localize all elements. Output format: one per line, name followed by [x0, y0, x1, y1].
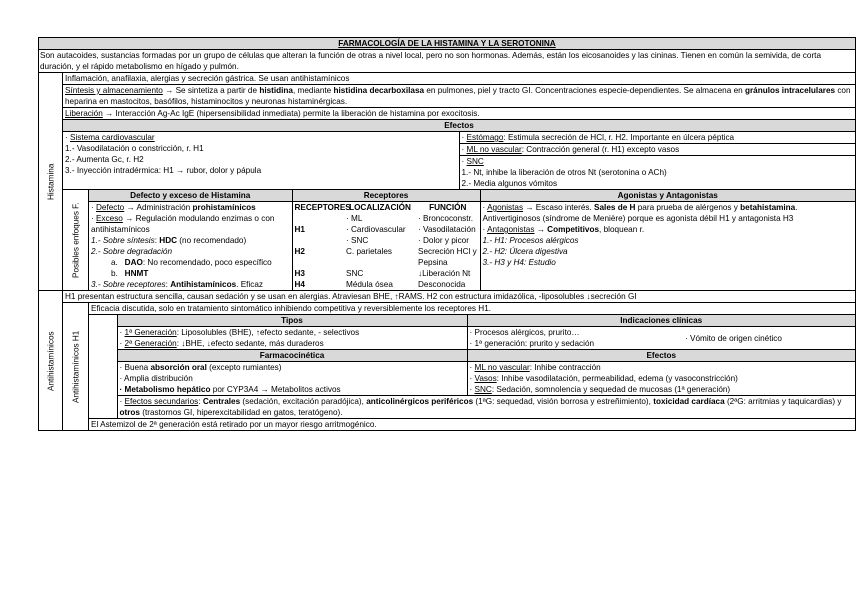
- defecto-header: Defecto y exceso de Histamina: [89, 190, 292, 202]
- efectos-right: [459, 132, 855, 190]
- e2-label: Vasos: [474, 374, 497, 383]
- efectos-table: [63, 120, 855, 189]
- antagonista-item: 1.- H1: Procesos alérgicos: [482, 236, 579, 245]
- snc-item: 2.- Media algunos vómitos: [461, 179, 558, 188]
- receptor-name: H3: [294, 269, 305, 278]
- antagonistas-text: →: [534, 225, 548, 234]
- indicacion-item: · 1ª generación: prurito y sedación: [469, 339, 595, 348]
- degradacion-option: 2.- Sobre degradación: [91, 247, 173, 256]
- sub-letter: a.: [111, 258, 118, 267]
- farmaco-text: por CYP3A4 → Metabolitos activos: [210, 385, 341, 394]
- snc-effect: · SNC 1.- Nt, inhibe la liberación de otros Nt (serotonina o ACh) 2.- Media algunos vómitos: [460, 156, 856, 189]
- estomago-text: : Estimula secreción de HCl, r. H2. Importante en úlcera péptica: [503, 133, 735, 142]
- defecto-label: Defecto: [96, 203, 125, 212]
- h1-block: [89, 303, 856, 419]
- fun-item: · Dolor y picor: [418, 236, 469, 245]
- cardiovascular-item: 3.- Inyección intradérmica: H1 → rubor, dolor y pápula: [65, 166, 262, 175]
- main-table: [38, 37, 856, 431]
- anticolinergicos: anticolinérgicos periféricos: [366, 397, 474, 406]
- defecto-text: → Administración: [124, 203, 193, 212]
- receptor-name: H2: [294, 247, 305, 256]
- farmaco-header: Farmacocinética: [117, 350, 467, 362]
- farmaco-text: (excepto rumiantes): [206, 363, 282, 372]
- loc-item: · Cardiovascular: [346, 225, 406, 234]
- fun-item: Secreción HCl y: [418, 247, 477, 256]
- ml-label: ML no vascular: [466, 145, 522, 154]
- eficacia-line: Eficacia discutida, solo en tratamiento sintomático inhibiendo competitiva y reversiblemente los receptores H1.: [89, 303, 855, 315]
- secundarios-text: :: [198, 397, 203, 406]
- sintesis-text: en pulmones, piel y tracto GI. Concentraciones especie-dependientes. Se almacena en: [424, 86, 745, 95]
- histamina-overview: Inflamación, anafilaxia, alergias y secreción gástrica. Se usan antihistamínicos: [63, 73, 856, 85]
- option-sep: :: [154, 236, 160, 245]
- antihistaminicos-label: Antihistamínicos: [39, 291, 63, 431]
- sintesis-text: → Se sintetiza a partir de: [162, 86, 260, 95]
- agonistas-content: · Agonistas → Escaso interés. Sales de H para prueba de alérgenos y betahistamina. Antivertiginosos (síndrome de Menière) porque es agonista débil H1 y antagonista H3 · Antagonistas → Competitivos, bloquean r. 1.- H1: Procesos alérgicos 2.- H2: Úlcera digestiva 3.- H3 y H4: Estudio: [480, 202, 855, 291]
- snc-label: SNC: [466, 157, 484, 166]
- receptor-fun: Desconocida: [418, 280, 466, 289]
- enfoques-label: Posibles enfoques F.: [63, 190, 89, 291]
- antagonistas-text: , bloquean r.: [599, 225, 645, 234]
- receptor-fun: ↓Liberación Nt: [418, 269, 471, 278]
- hdc-label: HDC: [159, 236, 178, 245]
- loc-item: · ML: [346, 214, 363, 223]
- otros: otros: [119, 408, 140, 417]
- document: [38, 37, 856, 431]
- defecto-content: · Defecto → Administración prohistamínicos · Exceso → Regulación modulando enzimas o con antihistamínicos 1.- Sobre síntesis: HDC (no recomendado) 2.- Sobre degradación a. DAO: No recomendado, poco específico b. HNMT 3.- Sobre receptores: Antihistamínicos. Eficaz: [89, 202, 292, 291]
- h1-table: [89, 315, 855, 418]
- efectos-cardiovascular: · Sistema cardiovascular 1.- Vasodilatación o constricción, r. H1 2.- Aumenta Gc, r. H2 3.- Inyección intradérmica: H1 → rubor, dolor y pápula: [63, 132, 459, 190]
- e1-text: : Inhibe contracción: [529, 363, 601, 372]
- cardiovascular-item: 1.- Vasodilatación o constricción, r. H1: [65, 144, 204, 153]
- fun-item: Pepsina: [418, 258, 448, 267]
- option-text: . Eficaz: [236, 280, 264, 289]
- antihistaminicos-overview: H1 presentan estructura sencilla, causan sedación y se usan en alergias. Atraviesan BHE, ↑RAMS. H2 con estructura imidazólica, -liposolubles ↓secreción GI: [63, 291, 856, 303]
- astemizol-line: El Astemizol de 2ª generación está retirado por un mayor riesgo arritmogénico.: [89, 419, 856, 431]
- liberacion-text: → Interacción Ag-Ac IgE (hipersensibilidad inmediata) permite la liberación de histamina por exocitosis.: [102, 109, 480, 118]
- option-text: (no recomendado): [177, 236, 247, 245]
- agonistas-text: para prueba de alérgenos y: [635, 203, 741, 212]
- snc-item: 1.- Nt, inhibe la liberación de otros Nt (serotonina o ACh): [461, 168, 667, 177]
- e3-text: : Sedación, somnolencia y sequedad de mucosas (1ª generación): [491, 385, 731, 394]
- sintesis-label: Síntesis y almacenamiento: [65, 86, 163, 95]
- receptor-loc: C. parietales: [346, 247, 392, 256]
- secundarios-text: (1ªG: sequedad, visión borrosa y estreñimiento),: [473, 397, 654, 406]
- enfoques-table: [89, 190, 855, 290]
- receptores-col-loc: LOCALIZACIÓN: [344, 202, 416, 214]
- sintesis-text: , mediante: [293, 86, 334, 95]
- g2-label: 2ª Generación: [124, 339, 177, 348]
- receptor-loc: Médula ósea: [346, 280, 393, 289]
- dao-label: DAO: [124, 258, 143, 267]
- receptor-name: H1: [294, 225, 305, 234]
- g2-text: : ↓BHE, ↓efecto sedante, más duraderos: [176, 339, 324, 348]
- intro-paragraph: Son autacoides, sustancias formadas por un grupo de células que alteran la función de otras a nivel local, pero no son hormonas. Además, están los eicosanoides y las cininas. Tienen en común la semivida, de corta duración, y el rápido metabolismo en hígado y pulmón.: [39, 50, 856, 73]
- sub-letter: b.: [111, 269, 118, 278]
- antihistaminicos-bold: Antihistamínicos: [170, 280, 237, 289]
- competitivos: Competitivos: [547, 225, 600, 234]
- hnmt-label: HNMT: [124, 269, 149, 278]
- fun-item: · Broncoconstr.: [418, 214, 474, 223]
- efectos-block: [63, 120, 856, 190]
- sintesis-paragraph: [63, 85, 856, 108]
- agonistas-label: Agonistas: [487, 203, 524, 212]
- sintesis-histidina: histidina: [259, 86, 293, 95]
- receptores-header: Receptores: [292, 190, 480, 202]
- exceso-label: Exceso: [96, 214, 123, 223]
- receptores-option: 3.- Sobre receptores: [91, 280, 166, 289]
- e3-label: SNC: [474, 385, 492, 394]
- agonistas-text: . Antivertiginosos (síndrome de Menière) porque es agonista débil H1 y antagonista H3: [482, 203, 798, 223]
- ml-effect: · ML no vascular: Contracción general (r. H1) excepto vasos: [460, 144, 856, 156]
- secundarios-text: (trastornos GI, hiperexcitabilidad en gatos, teratógeno).: [139, 408, 343, 417]
- fun-item: · Vasodilatación: [418, 225, 476, 234]
- secundarios-label: Efectos secundarios: [124, 397, 199, 406]
- metabolismo-hepatico: · Metabolismo hepático: [119, 385, 211, 394]
- receptor-loc: [344, 213, 416, 246]
- sintesis-text: con heparina en mastocitos, basófilos, histaminocitos y neuronas histaminérgicas.: [65, 86, 851, 106]
- antihistaminicos-h1-label: Antihistamínicos H1: [63, 303, 89, 431]
- histamina-label: Histamina: [39, 73, 63, 291]
- antagonista-item: 3.- H3 y H4: Estudio: [482, 258, 556, 267]
- efectos-h1-content: · ML no vascular: Inhibe contracción · Vasos: Inhibe vasodilatación, permeabilidad, edema (y vasoconstricción) · SNC: Sedación, somnolencia y sequedad de mucosas (1ª generación): [467, 362, 855, 396]
- secundarios-text: (sedación, excitación paradójica),: [240, 397, 367, 406]
- betahistamina: betahistamina: [740, 203, 796, 212]
- liberacion-label: Liberación: [65, 109, 103, 118]
- g1-text: : Liposolubles (BHE), ↑efecto sedante, - selectivos: [176, 328, 360, 337]
- e1-label: ML no vascular: [474, 363, 530, 372]
- e2-text: : Inhibe vasodilatación, permeabilidad, edema (y vasoconstricción): [496, 374, 738, 383]
- efectos-header: Efectos: [63, 120, 855, 132]
- farmaco-text: · Buena: [119, 363, 151, 372]
- agonistas-text: → Escaso interés.: [523, 203, 595, 212]
- agonistas-header: Agonistas y Antagonistas: [480, 190, 855, 202]
- indicaciones-content: [467, 327, 855, 350]
- exceso-text: → Regulación modulando enzimas o con antihistamínicos: [91, 214, 275, 234]
- secundarios-text: (2ªG: arritmias y taquicardias) y: [724, 397, 842, 406]
- receptores-col-fun: FUNCIÓN: [416, 202, 480, 214]
- receptor-fun: [416, 246, 480, 268]
- loc-item: · SNC: [346, 236, 369, 245]
- receptores-col-rec: RECEPTORES: [292, 202, 344, 214]
- indicacion-item: · Procesos alérgicos, prurito…: [469, 328, 580, 337]
- tipos-content: · 1ª Generación: Liposolubles (BHE), ↑efecto sedante, - selectivos · 2ª Generación: ↓BHE, ↓efecto sedante, más duraderos: [117, 327, 467, 350]
- centrales: Centrales: [202, 397, 241, 406]
- farmaco-content: [117, 362, 467, 396]
- efectos-h1-header: Efectos: [467, 350, 855, 362]
- option-sep: :: [165, 280, 171, 289]
- absorcion-oral: absorción oral: [150, 363, 207, 372]
- document-title: FARMACOLOGÍA DE LA HISTAMINA Y LA SEROTONINA: [39, 38, 856, 50]
- antagonistas-label: Antagonistas: [487, 225, 535, 234]
- enfoques-block: [89, 190, 856, 291]
- defecto-prohistaminicos: prohistamínicos: [192, 203, 256, 212]
- cardiovascular-label: Sistema cardiovascular: [70, 133, 155, 142]
- sintesis-option: 1.- Sobre síntesis: [91, 236, 155, 245]
- h1-spacer: [89, 315, 117, 396]
- liberacion-paragraph: [63, 108, 856, 120]
- g1-label: 1ª Generación: [124, 328, 177, 337]
- estomago-effect: · Estómago: Estimula secreción de HCl, r. H2. Importante en úlcera péptica: [460, 132, 856, 144]
- cardiovascular-item: 2.- Aumenta Gc, r. H2: [65, 155, 144, 164]
- receptor-fun: [416, 213, 480, 246]
- toxicidad-cardiaca: toxicidad cardíaca: [653, 397, 725, 406]
- receptor-name: H4: [294, 280, 305, 289]
- receptor-loc: SNC: [346, 269, 364, 278]
- indicacion-vomito: · Vómito de origen cinético: [685, 333, 782, 343]
- dao-text: : No recomendado, poco específico: [142, 258, 272, 267]
- indicaciones-header: Indicaciones clínicas: [467, 315, 855, 327]
- tipos-header: Tipos: [117, 315, 467, 327]
- sintesis-enzyme: histidina decarboxilasa: [333, 86, 425, 95]
- sales-h: Sales de H: [594, 203, 636, 212]
- secundarios-content: · Efectos secundarios: Centrales (sedación, excitación paradójica), anticolinérgicos periféricos (1ªG: sequedad, visión borrosa y estreñimiento), toxicidad cardíaca (2ªG: arritmias y taquicardias) y otros (trastornos GI, hiperexcitabilidad en gatos, teratógeno).: [117, 396, 855, 419]
- h1-spacer: [89, 396, 117, 419]
- estomago-label: Estómago: [466, 133, 504, 142]
- sintesis-granulos: gránulos intracelulares: [744, 86, 836, 95]
- farmaco-item: · Amplia distribución: [119, 374, 193, 383]
- antagonista-item: 2.- H2: Úlcera digestiva: [482, 247, 568, 256]
- ml-text: : Contracción general (r. H1) excepto vasos: [521, 145, 680, 154]
